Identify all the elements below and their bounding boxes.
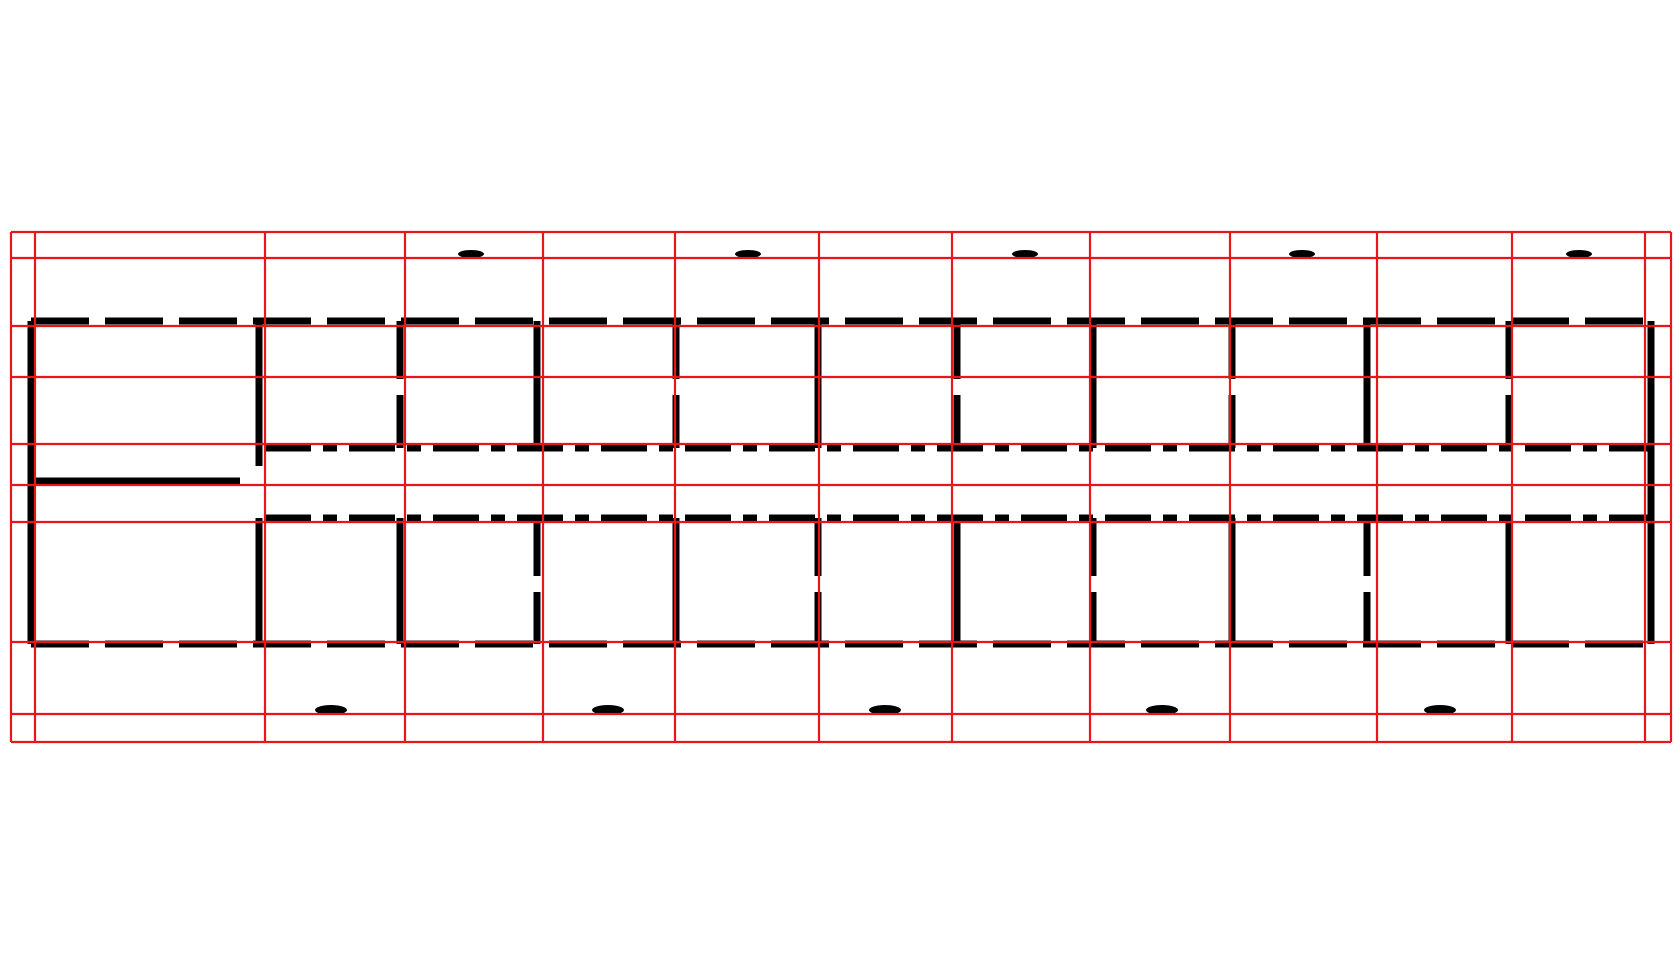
walls-layer — [31, 321, 1651, 644]
door-mark-top-3 — [1012, 250, 1038, 258]
door-mark-top-4 — [1289, 250, 1315, 258]
structural-grid-layer — [11, 232, 1671, 742]
door-mark-top-5 — [1566, 250, 1592, 258]
door-mark-top-2 — [735, 250, 761, 258]
door-mark-top-1 — [458, 250, 484, 258]
